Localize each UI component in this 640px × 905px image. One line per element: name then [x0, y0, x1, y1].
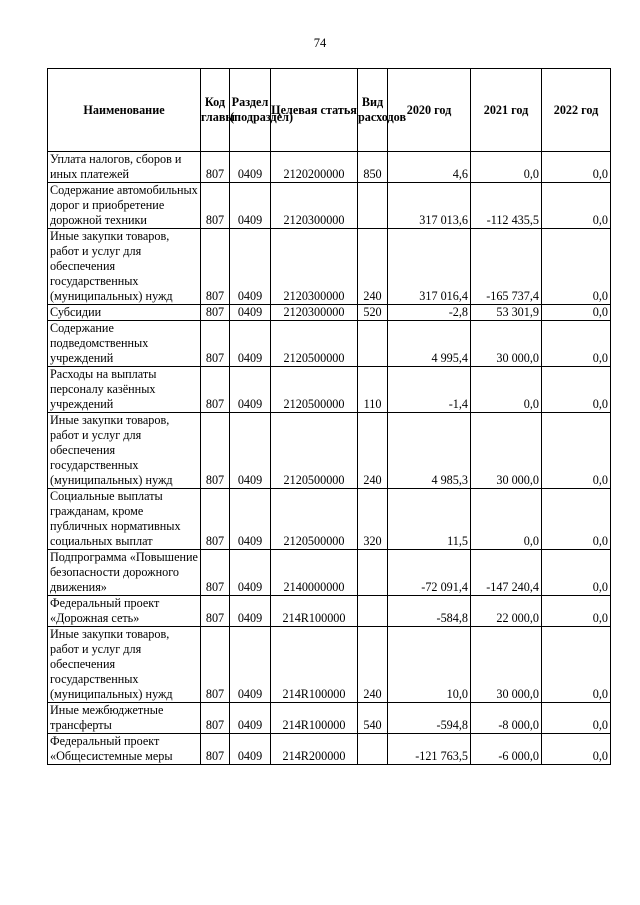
cell-code: 807 — [201, 703, 230, 734]
cell-section: 0409 — [230, 321, 271, 367]
cell-section: 0409 — [230, 229, 271, 305]
budget-table — [47, 68, 611, 765]
cell-2020: -584,8 — [388, 596, 471, 627]
cell-kind: 520 — [358, 305, 388, 321]
cell-2020: -2,8 — [388, 305, 471, 321]
cell-kind — [358, 596, 388, 627]
table-row — [48, 183, 611, 229]
cell-section: 0409 — [230, 550, 271, 596]
cell-code: 807 — [201, 627, 230, 703]
cell-kind: 110 — [358, 367, 388, 413]
cell-target: 2120500000 — [271, 321, 358, 367]
col-header-2020: 2020 год — [388, 69, 471, 152]
cell-2021: -165 737,4 — [471, 229, 542, 305]
cell-2021: -147 240,4 — [471, 550, 542, 596]
cell-2022: 0,0 — [542, 321, 611, 367]
table-row — [48, 734, 611, 765]
cell-kind: 320 — [358, 489, 388, 550]
cell-2021: 0,0 — [471, 152, 542, 183]
cell-section: 0409 — [230, 413, 271, 489]
cell-kind — [358, 183, 388, 229]
cell-name: Уплата налогов, сборов и иных платежей — [48, 152, 201, 183]
table-row — [48, 489, 611, 550]
cell-2022: 0,0 — [542, 183, 611, 229]
cell-target: 214R100000 — [271, 596, 358, 627]
cell-2022: 0,0 — [542, 305, 611, 321]
table-row — [48, 321, 611, 367]
cell-name: Федеральный проект «Дорожная сеть» — [48, 596, 201, 627]
col-header-name: Наименование — [48, 69, 201, 152]
cell-code: 807 — [201, 367, 230, 413]
cell-kind — [358, 550, 388, 596]
table-row — [48, 703, 611, 734]
cell-2021: 30 000,0 — [471, 321, 542, 367]
cell-2021: 30 000,0 — [471, 627, 542, 703]
cell-target: 2120300000 — [271, 183, 358, 229]
table-row — [48, 413, 611, 489]
cell-2022: 0,0 — [542, 152, 611, 183]
cell-name: Содержание автомобильных дорог и приобретение дорожной техники — [48, 183, 201, 229]
cell-2020: 317 016,4 — [388, 229, 471, 305]
cell-2022: 0,0 — [542, 703, 611, 734]
cell-2020: -121 763,5 — [388, 734, 471, 765]
cell-2020: 4,6 — [388, 152, 471, 183]
cell-name: Иные закупки товаров, работ и услуг для обеспечения государственных (муниципальных) нужд — [48, 413, 201, 489]
col-header-code: Код главы — [201, 69, 230, 152]
cell-2022: 0,0 — [542, 489, 611, 550]
cell-code: 807 — [201, 489, 230, 550]
cell-kind — [358, 321, 388, 367]
cell-2021: 30 000,0 — [471, 413, 542, 489]
cell-kind — [358, 734, 388, 765]
cell-code: 807 — [201, 229, 230, 305]
cell-kind: 850 — [358, 152, 388, 183]
cell-code: 807 — [201, 596, 230, 627]
cell-section: 0409 — [230, 703, 271, 734]
cell-2021: 22 000,0 — [471, 596, 542, 627]
page-number: 74 — [313, 36, 327, 50]
cell-code: 807 — [201, 183, 230, 229]
cell-name: Субсидии — [48, 305, 201, 321]
table-header-row — [48, 69, 611, 152]
cell-2022: 0,0 — [542, 229, 611, 305]
cell-code: 807 — [201, 321, 230, 367]
cell-name: Подпрограмма «Повышение безопасности дорожного движения» — [48, 550, 201, 596]
col-header-2021: 2021 год — [471, 69, 542, 152]
cell-2022: 0,0 — [542, 596, 611, 627]
cell-code: 807 — [201, 550, 230, 596]
table-row — [48, 305, 611, 321]
table-row — [48, 550, 611, 596]
cell-section: 0409 — [230, 627, 271, 703]
cell-2022: 0,0 — [542, 550, 611, 596]
col-header-target: Целевая статья — [271, 69, 358, 152]
cell-target: 2120300000 — [271, 229, 358, 305]
cell-name: Иные закупки товаров, работ и услуг для обеспечения государственных (муниципальных) нужд — [48, 229, 201, 305]
cell-target: 214R100000 — [271, 627, 358, 703]
cell-2020: -1,4 — [388, 367, 471, 413]
cell-name: Федеральный проект «Общесистемные меры — [48, 734, 201, 765]
table-row — [48, 229, 611, 305]
cell-target: 2120500000 — [271, 413, 358, 489]
cell-2020: 4 995,4 — [388, 321, 471, 367]
cell-2021: -8 000,0 — [471, 703, 542, 734]
cell-2020: -594,8 — [388, 703, 471, 734]
cell-target: 2120500000 — [271, 367, 358, 413]
cell-2021: 53 301,9 — [471, 305, 542, 321]
cell-section: 0409 — [230, 596, 271, 627]
col-header-section: Раздел (подраздел) — [230, 69, 271, 152]
cell-name: Иные закупки товаров, работ и услуг для обеспечения государственных (муниципальных) нужд — [48, 627, 201, 703]
table-row — [48, 152, 611, 183]
cell-2021: -6 000,0 — [471, 734, 542, 765]
cell-2020: 4 985,3 — [388, 413, 471, 489]
cell-section: 0409 — [230, 152, 271, 183]
cell-2022: 0,0 — [542, 367, 611, 413]
cell-2020: -72 091,4 — [388, 550, 471, 596]
cell-target: 214R200000 — [271, 734, 358, 765]
col-header-2022: 2022 год — [542, 69, 611, 152]
cell-section: 0409 — [230, 734, 271, 765]
cell-section: 0409 — [230, 489, 271, 550]
cell-2022: 0,0 — [542, 627, 611, 703]
cell-section: 0409 — [230, 367, 271, 413]
table-row — [48, 627, 611, 703]
cell-section: 0409 — [230, 183, 271, 229]
cell-2022: 0,0 — [542, 413, 611, 489]
cell-kind: 240 — [358, 413, 388, 489]
cell-2021: 0,0 — [471, 367, 542, 413]
cell-target: 2120300000 — [271, 305, 358, 321]
cell-code: 807 — [201, 413, 230, 489]
table-row — [48, 596, 611, 627]
cell-2022: 0,0 — [542, 734, 611, 765]
cell-target: 2120200000 — [271, 152, 358, 183]
cell-2021: 0,0 — [471, 489, 542, 550]
cell-code: 807 — [201, 305, 230, 321]
cell-kind: 540 — [358, 703, 388, 734]
cell-name: Содержание подведомственных учреждений — [48, 321, 201, 367]
table-body — [48, 152, 611, 765]
cell-2020: 317 013,6 — [388, 183, 471, 229]
cell-target: 2120500000 — [271, 489, 358, 550]
cell-code: 807 — [201, 734, 230, 765]
cell-2020: 10,0 — [388, 627, 471, 703]
table-row — [48, 367, 611, 413]
cell-code: 807 — [201, 152, 230, 183]
cell-2020: 11,5 — [388, 489, 471, 550]
cell-name: Социальные выплаты гражданам, кроме публичных нормативных социальных выплат — [48, 489, 201, 550]
cell-kind: 240 — [358, 627, 388, 703]
col-header-kind: Вид расходов — [358, 69, 388, 152]
cell-2021: -112 435,5 — [471, 183, 542, 229]
cell-kind: 240 — [358, 229, 388, 305]
cell-target: 2140000000 — [271, 550, 358, 596]
cell-section: 0409 — [230, 305, 271, 321]
cell-name: Иные межбюджетные трансферты — [48, 703, 201, 734]
cell-target: 214R100000 — [271, 703, 358, 734]
cell-name: Расходы на выплаты персоналу казённых учреждений — [48, 367, 201, 413]
